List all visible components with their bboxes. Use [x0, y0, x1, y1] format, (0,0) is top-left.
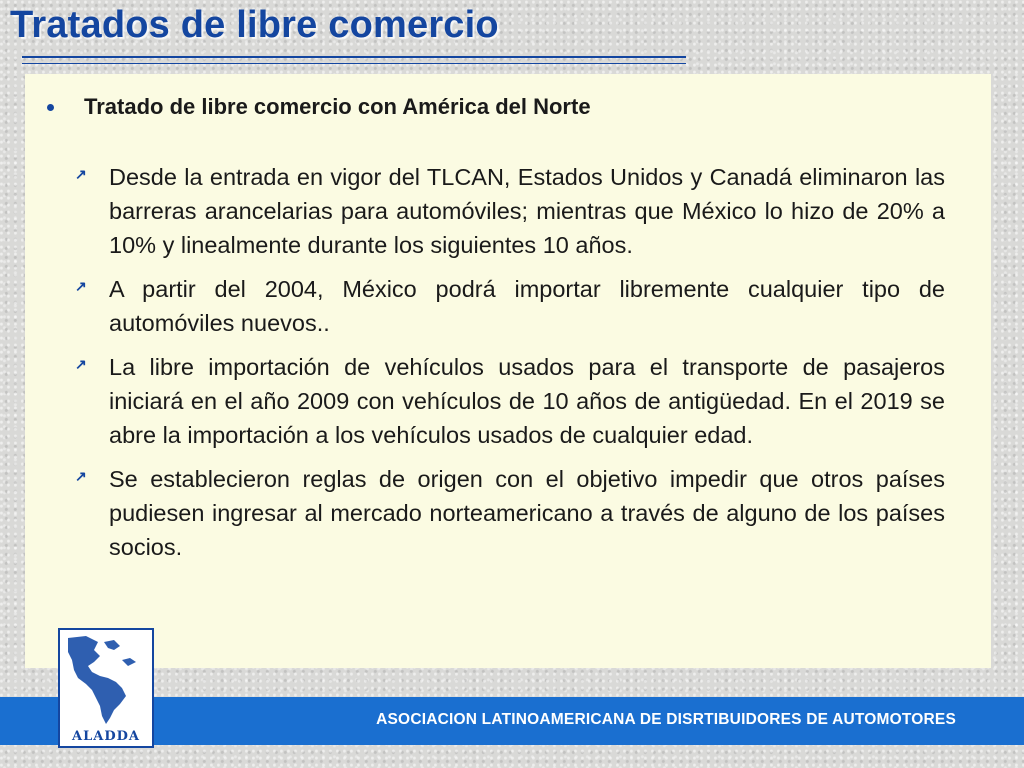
bullet-item [75, 160, 945, 262]
section-heading [45, 94, 951, 120]
aladda-logo [58, 628, 154, 748]
bullet-list [75, 160, 945, 574]
arrow-icon: ↗ [75, 166, 87, 182]
bullet-dot-icon [47, 104, 54, 111]
arrow-icon: ↗ [75, 468, 87, 484]
bullet-item-text: Desde la entrada en vigor del TLCAN, Estados Unidos y Canadá eliminaron las barreras arancelarias para automóviles; mientras que México lo hizo de 20% a 10% y linealmente durante los siguientes 10 años. [109, 164, 945, 258]
logo-text: ALADDA [72, 729, 140, 744]
section-heading-text: Tratado de libre comercio con América del Norte [84, 94, 591, 119]
bullet-item [75, 272, 945, 340]
bullet-item-text: Se establecieron reglas de origen con el objetivo impedir que otros países pudiesen ingresar al mercado norteamericano a través de alguno de los países socios. [109, 466, 945, 560]
bullet-item [75, 350, 945, 452]
content-panel [25, 74, 991, 668]
slide-title: Tratados de libre comercio [10, 4, 499, 46]
arrow-icon: ↗ [75, 356, 87, 372]
arrow-icon: ↗ [75, 278, 87, 294]
bullet-item [75, 462, 945, 564]
americas-map-icon [64, 632, 148, 726]
bullet-item-text: A partir del 2004, México podrá importar libremente cualquier tipo de automóviles nuevos.. [109, 276, 945, 336]
bullet-item-text: La libre importación de vehículos usados para el transporte de pasajeros iniciará en el año 2009 con vehículos de 10 años de antigüedad. En el 2019 se abre la importación a los vehículos usados de cualquier edad. [109, 354, 945, 448]
footer-organization: ASOCIACION LATINOAMERICANA DE DISRTIBUIDORES DE AUTOMOTORES [376, 711, 956, 728]
title-underline [22, 56, 686, 64]
